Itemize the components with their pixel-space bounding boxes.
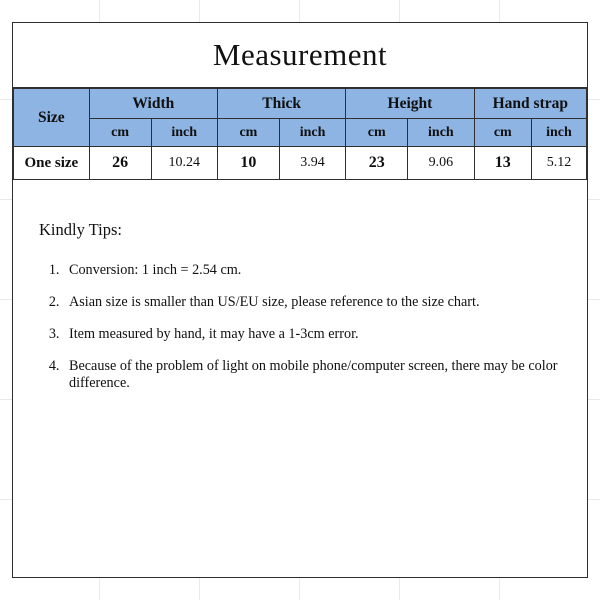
list-item: 2. Asian size is smaller than US/EU size, please reference to the size chart.: [63, 294, 561, 311]
cell-width-inch: 10.24: [151, 147, 217, 180]
header-width: Width: [89, 89, 217, 119]
list-item: 3. Item measured by hand, it may have a 1-3cm error.: [63, 326, 561, 343]
title-band: [13, 23, 587, 88]
cell-thick-cm: 10: [217, 147, 279, 180]
unit-thick-cm: cm: [217, 119, 279, 147]
cell-height-cm: 23: [346, 147, 408, 180]
kindly-tips-section: [13, 180, 587, 392]
cell-thick-inch: 3.94: [279, 147, 345, 180]
header-hand-strap: Hand strap: [474, 89, 586, 119]
cell-width-cm: 26: [89, 147, 151, 180]
tips-heading: Kindly Tips:: [39, 220, 122, 239]
header-size: Size: [14, 89, 90, 147]
unit-width-inch: inch: [151, 119, 217, 147]
table-group-header-row: [14, 89, 587, 119]
row-label-one-size: One size: [14, 147, 90, 180]
list-item: 1. Conversion: 1 inch = 2.54 cm.: [63, 262, 561, 279]
unit-hand-strap-inch: inch: [531, 119, 586, 147]
table-row: [14, 147, 587, 180]
unit-thick-inch: inch: [279, 119, 345, 147]
measurement-table: [13, 88, 587, 180]
header-thick: Thick: [217, 89, 345, 119]
cell-height-inch: 9.06: [408, 147, 474, 180]
header-height: Height: [346, 89, 474, 119]
cell-hand-strap-cm: 13: [474, 147, 531, 180]
measurement-card: [12, 22, 588, 578]
unit-width-cm: cm: [89, 119, 151, 147]
page-title: Measurement: [212, 37, 388, 72]
cell-hand-strap-inch: 5.12: [531, 147, 586, 180]
unit-height-cm: cm: [346, 119, 408, 147]
list-item: 4. Because of the problem of light on mobile phone/computer screen, there may be color difference.: [63, 358, 561, 392]
table-unit-header-row: [14, 119, 587, 147]
tips-list: [39, 262, 561, 392]
unit-height-inch: inch: [408, 119, 474, 147]
unit-hand-strap-cm: cm: [474, 119, 531, 147]
